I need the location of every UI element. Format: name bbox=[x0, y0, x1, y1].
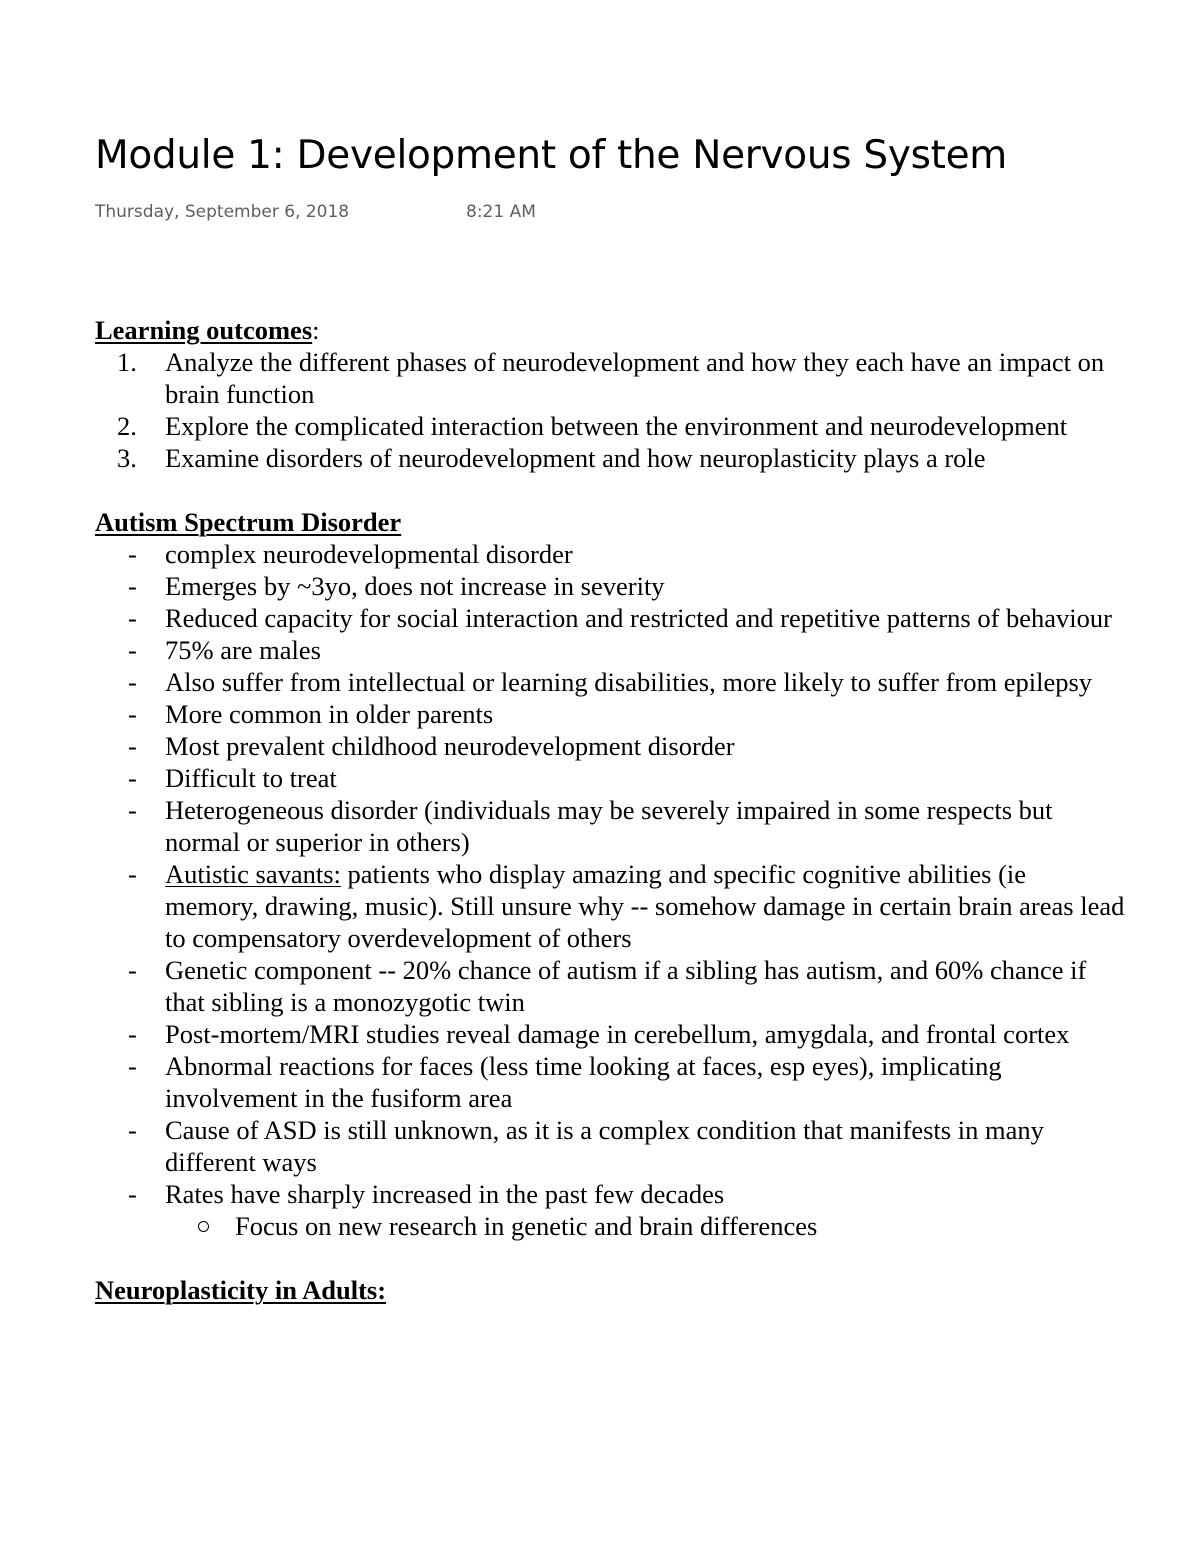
learning-outcomes-list bbox=[95, 346, 1125, 474]
list-item-text: Explore the complicated interaction between the environment and neurodevelopment bbox=[165, 411, 1068, 441]
list-item-text: Abnormal reactions for faces (less time looking at faces, esp eyes), implicating involvement in the fusiform area bbox=[165, 1051, 1002, 1113]
neuroplasticity-heading-text: Neuroplasticity in Adults: bbox=[95, 1275, 387, 1305]
list-item-text: Genetic component -- 20% chance of autism if a sibling has autism, and 60% chance if that sibling is a monozygotic twin bbox=[165, 955, 1087, 1017]
list-item bbox=[95, 762, 1125, 794]
dash-bullet: - bbox=[128, 1051, 137, 1081]
list-item bbox=[95, 1114, 1125, 1178]
list-item-text: Focus on new research in genetic and brain differences bbox=[235, 1211, 818, 1241]
list-item-text: Emerges by ~3yo, does not increase in severity bbox=[165, 571, 665, 601]
list-item-text: Analyze the different phases of neurodevelopment and how they each have an impact on brain function bbox=[165, 347, 1105, 409]
dash-bullet: - bbox=[128, 859, 137, 889]
spacer bbox=[95, 1242, 1125, 1274]
list-item-text: Also suffer from intellectual or learning disabilities, more likely to suffer from epilepsy bbox=[165, 667, 1093, 697]
list-item-text: 75% are males bbox=[165, 635, 321, 665]
list-item bbox=[95, 730, 1125, 762]
list-number: 1. bbox=[117, 347, 137, 377]
page-title: Module 1: Development of the Nervous System bbox=[95, 133, 1007, 178]
list-item-text: Examine disorders of neurodevelopment and how neuroplasticity plays a role bbox=[165, 443, 986, 473]
list-item-text: Difficult to treat bbox=[165, 763, 337, 793]
dash-bullet: - bbox=[128, 763, 137, 793]
dash-bullet: - bbox=[128, 667, 137, 697]
learning-outcomes-heading bbox=[95, 314, 1125, 346]
list-item-text: Post-mortem/MRI studies reveal damage in cerebellum, amygdala, and frontal cortex bbox=[165, 1019, 1070, 1049]
list-number: 2. bbox=[117, 411, 137, 441]
dash-bullet: - bbox=[128, 699, 137, 729]
list-item bbox=[95, 634, 1125, 666]
savants-text: patients who display amazing and specific cognitive abilities (ie memory, drawing, music). Still unsure why -- somehow damage in certain brain areas lead to compensatory overdevelopment of others bbox=[165, 859, 1125, 953]
list-item bbox=[95, 346, 1125, 410]
sub-list-item bbox=[95, 1210, 1125, 1242]
dash-bullet: - bbox=[128, 539, 137, 569]
spacer bbox=[95, 474, 1125, 506]
list-item bbox=[95, 954, 1125, 1018]
dash-bullet: - bbox=[128, 1115, 137, 1145]
list-item bbox=[95, 538, 1125, 570]
circle-bullet-icon bbox=[198, 1221, 209, 1232]
list-item bbox=[95, 410, 1125, 442]
list-item-text: Cause of ASD is still unknown, as it is a complex condition that manifests in many different ways bbox=[165, 1115, 1044, 1177]
list-item-text: Heterogeneous disorder (individuals may be severely impaired in some respects but normal or superior in others) bbox=[165, 795, 1053, 857]
list-item-text: Most prevalent childhood neurodevelopment disorder bbox=[165, 731, 735, 761]
asd-list bbox=[95, 538, 1125, 1210]
list-item bbox=[95, 666, 1125, 698]
dash-bullet: - bbox=[128, 603, 137, 633]
neuroplasticity-heading bbox=[95, 1274, 1125, 1306]
list-number: 3. bbox=[117, 443, 137, 473]
list-item bbox=[95, 442, 1125, 474]
list-item-savants bbox=[95, 858, 1125, 954]
learning-outcomes-heading-text: Learning outcomes bbox=[95, 315, 313, 345]
list-item bbox=[95, 698, 1125, 730]
list-item bbox=[95, 1178, 1125, 1210]
dash-bullet: - bbox=[128, 731, 137, 761]
list-item bbox=[95, 794, 1125, 858]
savants-term: Autistic savants: bbox=[165, 859, 341, 889]
note-time: 8:21 AM bbox=[466, 202, 536, 222]
note-date: Thursday, September 6, 2018 bbox=[95, 202, 350, 222]
dash-bullet: - bbox=[128, 1179, 137, 1209]
list-item-text: More common in older parents bbox=[165, 699, 494, 729]
dash-bullet: - bbox=[128, 571, 137, 601]
dash-bullet: - bbox=[128, 1019, 137, 1049]
list-item-text: complex neurodevelopmental disorder bbox=[165, 539, 573, 569]
asd-sub-list bbox=[95, 1210, 1125, 1242]
dash-bullet: - bbox=[128, 795, 137, 825]
dash-bullet: - bbox=[128, 955, 137, 985]
note-body bbox=[95, 314, 1125, 1306]
dash-bullet: - bbox=[128, 635, 137, 665]
asd-heading-text: Autism Spectrum Disorder bbox=[95, 507, 402, 537]
learning-outcomes-heading-colon: : bbox=[312, 315, 320, 345]
list-item bbox=[95, 1050, 1125, 1114]
list-item-text: Rates have sharply increased in the past few decades bbox=[165, 1179, 725, 1209]
list-item bbox=[95, 602, 1125, 634]
list-item bbox=[95, 570, 1125, 602]
list-item bbox=[95, 1018, 1125, 1050]
list-item-text: Reduced capacity for social interaction and restricted and repetitive patterns of behaviour bbox=[165, 603, 1112, 633]
asd-heading bbox=[95, 506, 1125, 538]
